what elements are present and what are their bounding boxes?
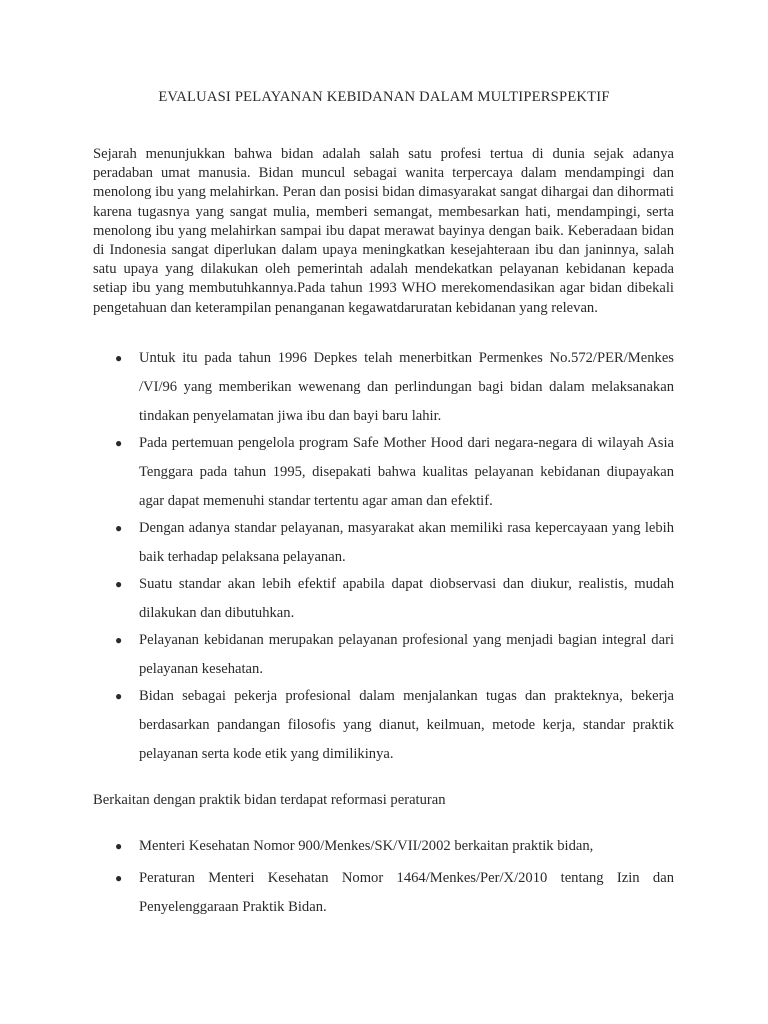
bullet-list-standards <box>93 344 674 769</box>
list-item-text: Suatu standar akan lebih efektif apabila dapat diobservasi dan diukur, realistis, mudah dilakukan dan dibutuhkan. <box>139 576 674 621</box>
bullet-icon: ● <box>115 521 123 535</box>
list-item <box>93 429 674 516</box>
document-title: EVALUASI PELAYANAN KEBIDANAN DALAM MULTIPERSPEKTIF <box>158 89 610 105</box>
list-item <box>93 864 674 922</box>
list-item-text: Peraturan Menteri Kesehatan Nomor 1464/Menkes/Per/X/2010 tentang Izin dan Penyelenggaraan Praktik Bidan. <box>139 870 674 915</box>
bullet-icon: ● <box>115 633 123 647</box>
bullet-icon: ● <box>115 839 123 853</box>
list-item <box>93 344 674 431</box>
regulation-intro-paragraph: Berkaitan dengan praktik bidan terdapat reformasi peraturan <box>93 792 446 808</box>
list-item <box>93 570 674 628</box>
list-item-text: Pelayanan kebidanan merupakan pelayanan profesional yang menjadi bagian integral dari pelayanan kesehatan. <box>139 632 674 677</box>
list-item <box>93 832 674 861</box>
bullet-icon: ● <box>115 689 123 703</box>
bullet-icon: ● <box>115 871 123 885</box>
intro-paragraph: Sejarah menunjukkan bahwa bidan adalah salah satu profesi tertua di dunia sejak adanya peradaban umat manusia. Bidan muncul sebagai wanita terpercaya dalam mendampingi dan menolong ibu yang melahirkan. Peran dan posisi bidan dimasyarakat sangat dihargai dan dihormati karena tugasnya yang sangat mulia, memberi semangat, membesarkan hati, mendampingi, serta menolong ibu yang melahirkan sampai ibu dapat merawat bayinya dengan baik. Keberadaan bidan di Indonesia sangat diperlukan dalam upaya meningkatkan kesejahteraan ibu dan janinnya, salah satu upaya yang dilakukan oleh pemerintah adalah mendekatkan pelayanan kebidanan kepada setiap ibu yang membutuhkannya.Pada tahun 1993 WHO merekomendasikan agar bidan dibekali pengetahuan dan keterampilan penanganan kegawatdaruratan kebidanan yang relevan. <box>93 146 674 316</box>
bullet-icon: ● <box>115 577 123 591</box>
bullet-icon: ● <box>115 351 123 365</box>
list-item <box>93 682 674 769</box>
list-item-text: Dengan adanya standar pelayanan, masyarakat akan memiliki rasa kepercayaan yang lebih baik terhadap pelaksana pelayanan. <box>139 520 674 565</box>
bullet-list-regulations <box>93 832 674 922</box>
bullet-icon: ● <box>115 436 123 450</box>
list-item-text: Menteri Kesehatan Nomor 900/Menkes/SK/VII/2002 berkaitan praktik bidan, <box>139 838 594 854</box>
list-item <box>93 514 674 572</box>
list-item-text: Pada pertemuan pengelola program Safe Mother Hood dari negara-negara di wilayah Asia Tenggara pada tahun 1995, disepakati bahwa kualitas pelayanan kebidanan diupayakan agar dapat memenuhi standar tertentu agar aman dan efektif. <box>139 435 674 509</box>
list-item-text: Untuk itu pada tahun 1996 Depkes telah menerbitkan Permenkes No.572/PER/Menkes /VI/96 yang memberikan wewenang dan perlindungan bagi bidan dalam melaksanakan tindakan penyelamatan jiwa ibu dan bayi baru lahir. <box>139 350 674 424</box>
list-item <box>93 626 674 684</box>
list-item-text: Bidan sebagai pekerja profesional dalam menjalankan tugas dan prakteknya, bekerja berdasarkan pandangan filosofis yang dianut, keilmuan, metode kerja, standar praktik pelayanan serta kode etik yang dimilikinya. <box>139 688 674 762</box>
